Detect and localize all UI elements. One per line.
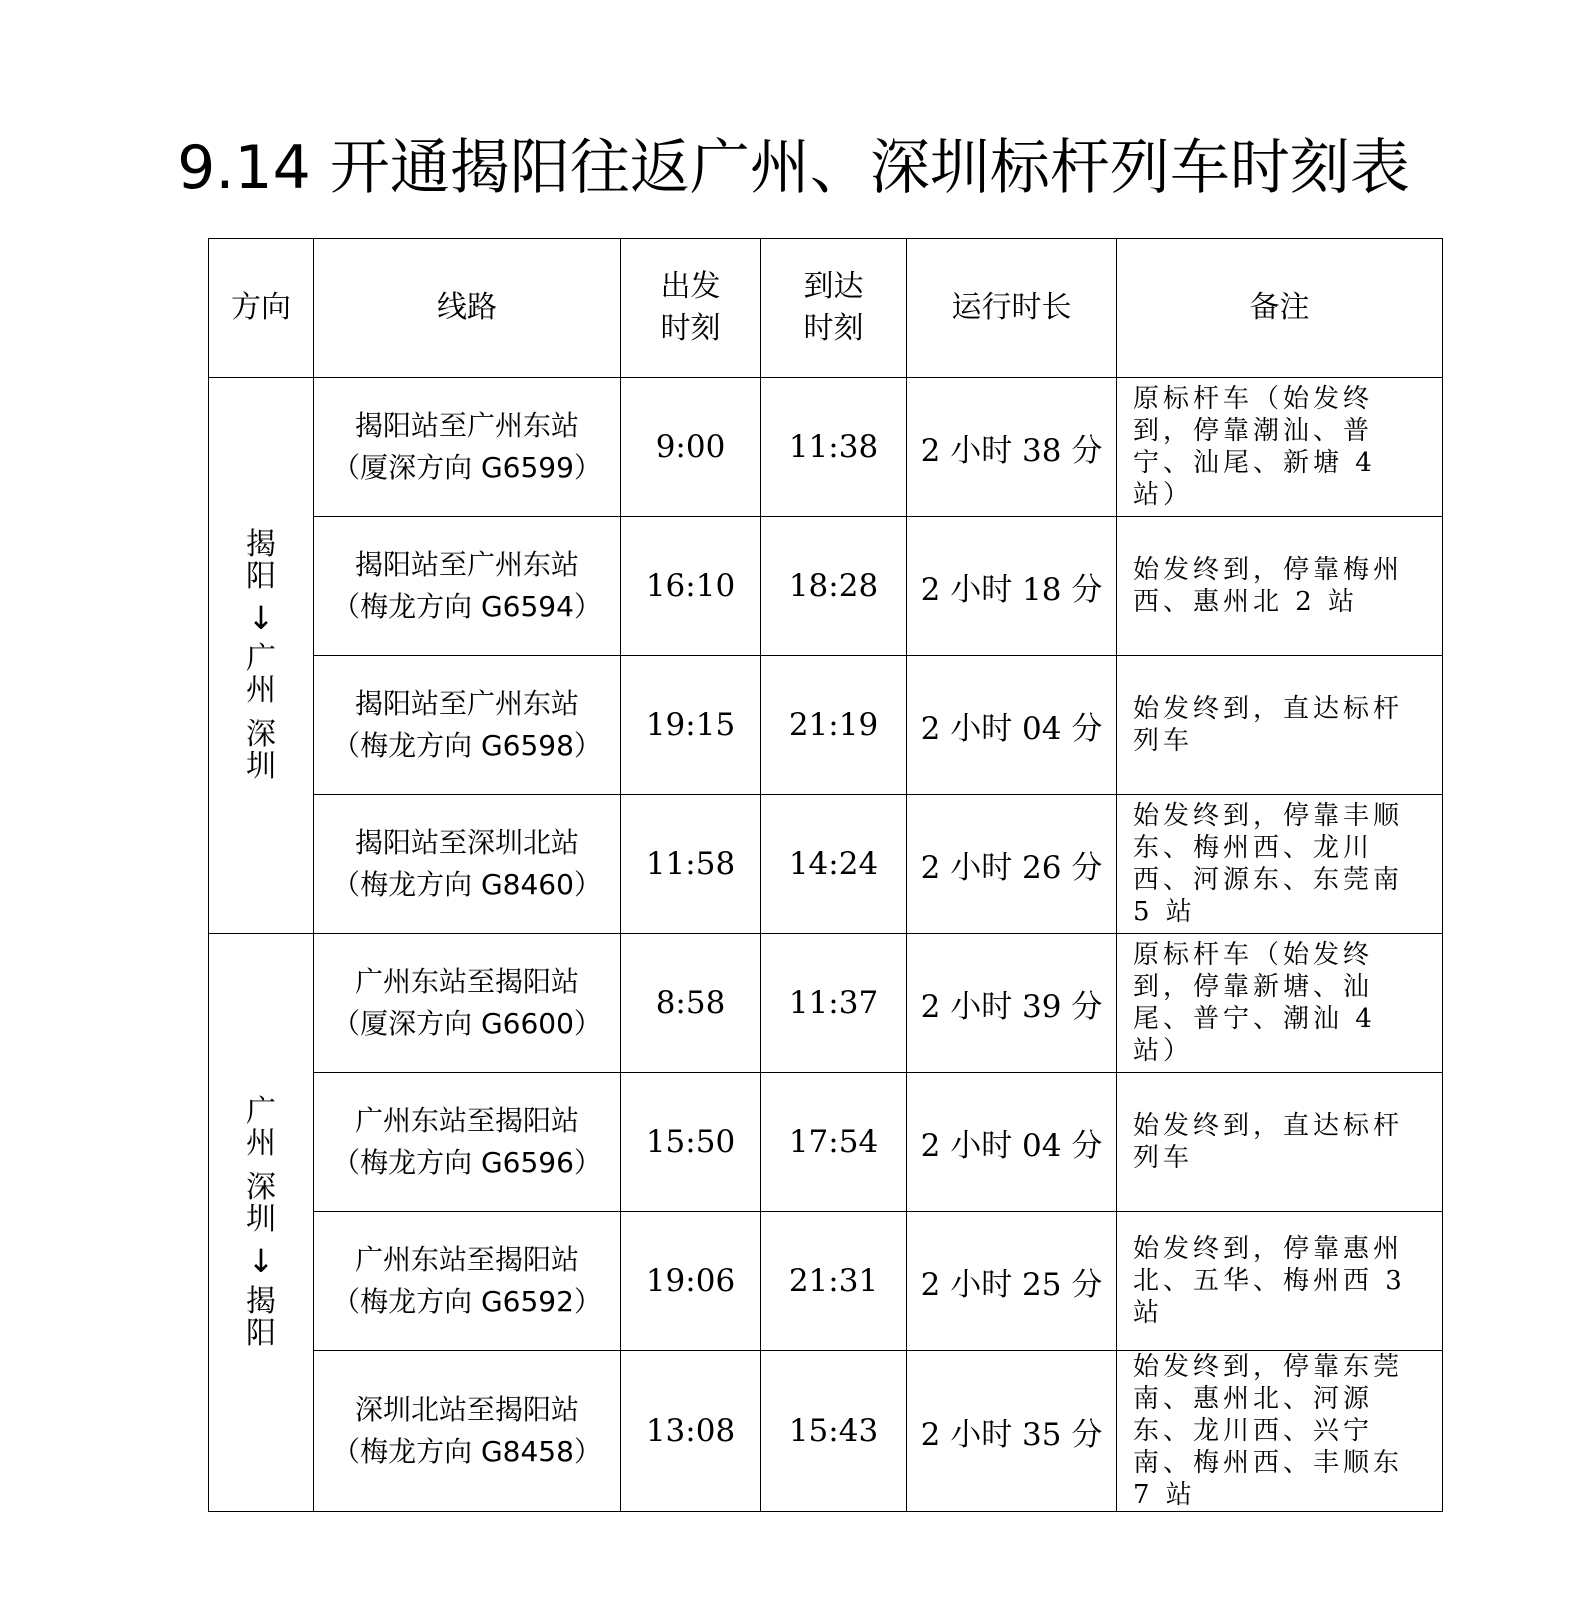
- table-row: [209, 656, 1443, 795]
- header-note: 备注: [1117, 239, 1443, 378]
- duration: 2 小时 35 分: [907, 1351, 1117, 1512]
- duration: 2 小时 39 分: [907, 934, 1117, 1073]
- note: 原标杆车（始发终到，停靠潮汕、普宁、汕尾、新塘 4 站）: [1117, 378, 1443, 517]
- direction-char: 圳: [246, 1201, 276, 1237]
- depart-time: 13:08: [621, 1351, 761, 1512]
- header-depart: [621, 239, 761, 378]
- note: 始发终到，停靠东莞南、惠州北、河源东、龙川西、兴宁南、梅州西、丰顺东 7 站: [1117, 1351, 1443, 1512]
- header-arrive-line2: 时刻: [803, 311, 864, 346]
- depart-time: 11:58: [621, 795, 761, 934]
- header-arrive: [761, 239, 907, 378]
- header-direction: 方向: [209, 239, 314, 378]
- route-line2: （梅龙方向 G8460）: [332, 868, 602, 901]
- direction-char: 揭: [246, 1283, 276, 1319]
- route-line2: （梅龙方向 G6592）: [332, 1285, 602, 1318]
- note: 始发终到，停靠惠州北、五华、梅州西 3 站: [1117, 1212, 1443, 1351]
- route-cell: [314, 1351, 621, 1512]
- header-row: [209, 239, 1443, 378]
- duration: 2 小时 26 分: [907, 795, 1117, 934]
- route-line2: （梅龙方向 G6596）: [332, 1146, 602, 1179]
- header-route: 线路: [314, 239, 621, 378]
- header-duration: 运行时长: [907, 239, 1117, 378]
- direction-char: 深: [246, 1169, 276, 1205]
- direction-cell-outbound: [209, 378, 314, 934]
- direction-char: 圳: [246, 748, 276, 784]
- route-line1: 揭阳站至深圳北站: [354, 826, 579, 859]
- duration: 2 小时 18 分: [907, 517, 1117, 656]
- route-line1: 广州东站至揭阳站: [354, 1243, 579, 1276]
- route-line1: 广州东站至揭阳站: [354, 1104, 579, 1137]
- direction-char: 阳: [246, 558, 276, 594]
- depart-time: 15:50: [621, 1073, 761, 1212]
- route-line2: （厦深方向 G6600）: [332, 1007, 602, 1040]
- down-arrow-icon: ↓: [247, 598, 275, 637]
- arrive-time: 15:43: [761, 1351, 907, 1512]
- table-row: [209, 934, 1443, 1073]
- route-cell: [314, 378, 621, 517]
- route-cell: [314, 795, 621, 934]
- table-row: [209, 1212, 1443, 1351]
- direction-char: 州: [246, 1125, 276, 1161]
- duration: 2 小时 38 分: [907, 378, 1117, 517]
- route-line1: 广州东站至揭阳站: [354, 965, 579, 998]
- arrive-time: 18:28: [761, 517, 907, 656]
- direction-char: 深: [246, 716, 276, 752]
- arrive-time: 11:38: [761, 378, 907, 517]
- note: 始发终到，直达标杆列车: [1117, 1073, 1443, 1212]
- note: 始发终到，停靠梅州西、惠州北 2 站: [1117, 517, 1443, 656]
- direction-char: 广: [246, 640, 276, 676]
- route-line2: （梅龙方向 G6598）: [332, 729, 602, 762]
- page-title: 9.14 开通揭阳往返广州、深圳标杆列车时刻表: [177, 133, 1410, 203]
- table-row: [209, 517, 1443, 656]
- route-cell: [314, 517, 621, 656]
- depart-time: 16:10: [621, 517, 761, 656]
- route-cell: [314, 1073, 621, 1212]
- table-row: [209, 1351, 1443, 1512]
- route-line2: （厦深方向 G6599）: [332, 451, 602, 484]
- note: 始发终到，直达标杆列车: [1117, 656, 1443, 795]
- route-cell: [314, 1212, 621, 1351]
- route-line2: （梅龙方向 G8458）: [332, 1435, 602, 1468]
- header-depart-line2: 时刻: [660, 311, 721, 346]
- route-cell: [314, 934, 621, 1073]
- arrive-time: 17:54: [761, 1073, 907, 1212]
- direction-cell-return: [209, 934, 314, 1512]
- direction-char: 揭: [246, 526, 276, 562]
- header-arrive-line1: 到达: [803, 269, 864, 304]
- timetable: [208, 238, 1443, 1512]
- arrive-time: 11:37: [761, 934, 907, 1073]
- route-line1: 深圳北站至揭阳站: [354, 1393, 579, 1426]
- depart-time: 9:00: [621, 378, 761, 517]
- depart-time: 19:15: [621, 656, 761, 795]
- arrive-time: 14:24: [761, 795, 907, 934]
- direction-char: 阳: [246, 1315, 276, 1351]
- depart-time: 8:58: [621, 934, 761, 1073]
- down-arrow-icon: ↓: [247, 1241, 275, 1280]
- direction-char: 州: [246, 672, 276, 708]
- direction-char: 广: [246, 1093, 276, 1129]
- route-line1: 揭阳站至广州东站: [354, 409, 579, 442]
- arrive-time: 21:31: [761, 1212, 907, 1351]
- duration: 2 小时 25 分: [907, 1212, 1117, 1351]
- route-line1: 揭阳站至广州东站: [354, 548, 579, 581]
- route-cell: [314, 656, 621, 795]
- arrive-time: 21:19: [761, 656, 907, 795]
- route-line2: （梅龙方向 G6594）: [332, 590, 602, 623]
- table-row: [209, 795, 1443, 934]
- note: 始发终到，停靠丰顺东、梅州西、龙川西、河源东、东莞南 5 站: [1117, 795, 1443, 934]
- depart-time: 19:06: [621, 1212, 761, 1351]
- table-row: [209, 1073, 1443, 1212]
- header-depart-line1: 出发: [660, 269, 721, 304]
- table-row: [209, 378, 1443, 517]
- note: 原标杆车（始发终到，停靠新塘、汕尾、普宁、潮汕 4 站）: [1117, 934, 1443, 1073]
- route-line1: 揭阳站至广州东站: [354, 687, 579, 720]
- duration: 2 小时 04 分: [907, 1073, 1117, 1212]
- duration: 2 小时 04 分: [907, 656, 1117, 795]
